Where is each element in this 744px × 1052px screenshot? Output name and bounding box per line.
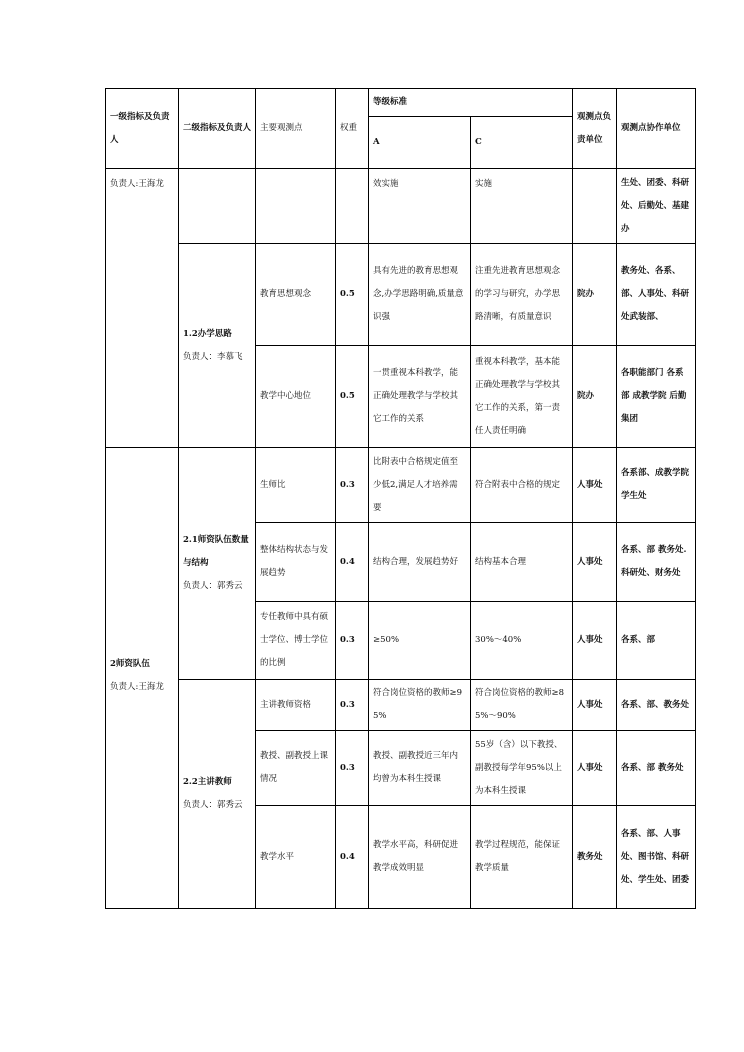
level2-owner: 负责人：郭秀云 [183,581,243,591]
collab-text: 各系、部 教务处.科研处、财务处 [617,523,696,602]
point-text: 生师比 [256,448,336,523]
collab-text: 各系、部 教务处 [617,731,696,806]
point-cell-empty [256,169,336,244]
owner-unit: 院办 [573,244,617,346]
header-owner-unit: 观测点负责单位 [573,89,617,169]
grade-a-text: 比附表中合格规定值至少低2,满足人才培养需要 [369,448,471,523]
level1-owner: 负责人:王海龙 [110,682,164,692]
collab-text: 教务处、各系、部、人事处、科研处武装部、 [617,244,696,346]
header-level2: 二级指标及负责人 [179,89,256,169]
grade-a-text: 效实施 [369,169,471,244]
header-grade-standard: 等级标准 [369,89,573,117]
level2-title-text: 2.2主讲教师 [183,777,232,787]
grade-a-text: 教授、副教授近三年内均曾为本科生授课 [369,731,471,806]
grade-a-text: 符合岗位资格的教师≥95% [369,680,471,731]
level1-owner: 负责人:王海龙 [106,169,179,448]
grade-c-text: 55岁（含）以下教授、副教授每学年95%以上为本科生授课 [471,731,573,806]
level2-owner: 负责人：郭秀云 [183,800,243,810]
grade-c-text: 符合附表中合格的规定 [471,448,573,523]
level2-title [179,680,256,909]
collab-text: 各职能部门 各系部 成教学院 后勤集团 [617,346,696,448]
collab-text: 各系、部 [617,602,696,680]
point-text: 教授、副教授上课情况 [256,731,336,806]
grade-c-text: 注重先进教育思想观念的学习与研究，办学思路清晰，有质量意识 [471,244,573,346]
grade-c-text: 30%～40% [471,602,573,680]
point-text: 整体结构状态与发展趋势 [256,523,336,602]
collab-text: 生处、团委、科研处、后勤处、基建办 [617,169,696,244]
level2-cell-empty [179,169,256,244]
grade-c-text: 教学过程规范，能保证教学质量 [471,806,573,909]
grade-a-text: 一贯重视本科教学，能正确处理教学与学校其它工作的关系 [369,346,471,448]
owner-unit: 人事处 [573,523,617,602]
grade-a-text: 具有先进的教育思想观念,办学思路明确,质量意识强 [369,244,471,346]
level2-owner: 负责人：李慕飞 [183,351,243,362]
grade-c-text: 符合岗位资格的教师≥85%～90% [471,680,573,731]
collab-text: 各系、部、人事处、图书馆、科研处、学生处、团委 [617,806,696,909]
weight-value: 0.4 [336,806,369,909]
header-grade-a: A [369,117,471,169]
owner-cell-empty [573,169,617,244]
weight-value: 0.3 [336,602,369,680]
level2-title-text: 1.2办学思路 [183,328,232,339]
weight-value: 0.3 [336,680,369,731]
owner-unit: 人事处 [573,680,617,731]
grade-a-text: 教学水平高，科研促进教学成效明显 [369,806,471,909]
weight-value: 0.4 [336,523,369,602]
weight-value: 0.5 [336,346,369,448]
owner-unit: 院办 [573,346,617,448]
point-text: 教学水平 [256,806,336,909]
level1-title [106,448,179,909]
point-text: 专任教师中具有硕士学位、博士学位的比例 [256,602,336,680]
collab-text: 各系部、成教学院 学生处 [617,448,696,523]
owner-unit: 人事处 [573,448,617,523]
header-level1: 一级指标及负责人 [106,89,179,169]
level2-title [179,448,256,680]
grade-a-text: 结构合理，发展趋势好 [369,523,471,602]
evaluation-table [105,88,696,909]
weight-cell-empty [336,169,369,244]
header-grade-c: C [471,117,573,169]
header-collab-unit: 观测点协作单位 [617,89,696,169]
owner-unit: 人事处 [573,602,617,680]
header-weight: 权重 [336,89,369,169]
weight-value: 0.3 [336,448,369,523]
point-text: 教学中心地位 [256,346,336,448]
level2-title-text: 2.1师资队伍数量与结构 [183,535,249,568]
level2-title [179,244,256,448]
weight-value: 0.3 [336,731,369,806]
owner-unit: 教务处 [573,806,617,909]
collab-text: 各系、部、教务处 [617,680,696,731]
grade-c-text: 实施 [471,169,573,244]
weight-value: 0.5 [336,244,369,346]
grade-c-text: 结构基本合理 [471,523,573,602]
header-main-point: 主要观测点 [256,89,336,169]
point-text: 主讲教师资格 [256,680,336,731]
grade-a-text: ≥50% [369,602,471,680]
point-text: 教育思想观念 [256,244,336,346]
level1-title-text: 2师资队伍 [110,659,150,669]
grade-c-text: 重视本科教学，基本能正确处理教学与学校其它工作的关系，第一责任人责任明确 [471,346,573,448]
owner-unit: 人事处 [573,731,617,806]
